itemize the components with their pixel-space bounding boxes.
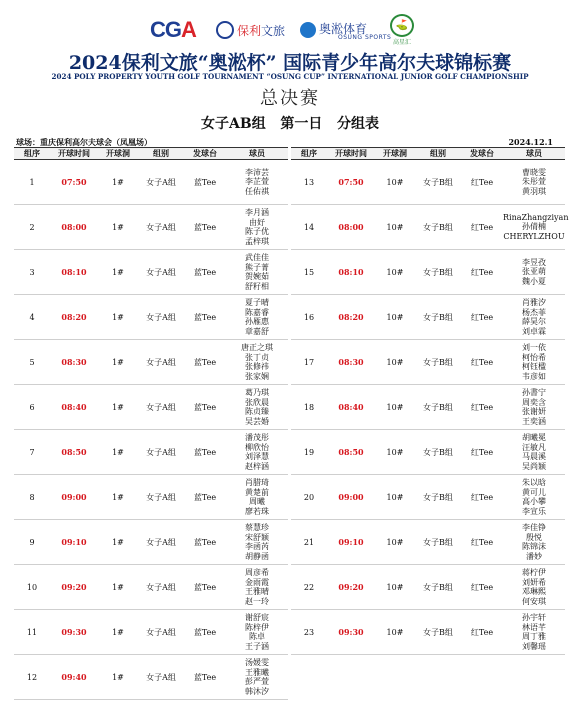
player-list: [226, 430, 288, 475]
division: 女子A组: [138, 430, 184, 475]
group-row: [291, 205, 565, 250]
player-name: 陈嘉睿: [245, 307, 269, 317]
division: 女子B组: [415, 475, 461, 520]
player-name: 谢舒宸: [245, 613, 269, 622]
group-row: [14, 610, 288, 655]
player-name: 刘馨瑶: [522, 641, 546, 651]
start-hole: 1#: [98, 295, 138, 340]
group-number: 12: [14, 655, 50, 700]
player-name: 殷悦: [526, 532, 542, 542]
tee-time: 08:20: [327, 295, 375, 340]
start-hole: 10#: [375, 250, 415, 295]
player-name: 王雅曦: [245, 667, 269, 677]
player-name: 刘一依: [522, 343, 546, 352]
player-name: 李昱孜: [522, 257, 546, 267]
tee-box: 蓝Tee: [184, 610, 226, 655]
tee-box: 蓝Tee: [184, 160, 226, 205]
player-name: 李函芮: [245, 542, 269, 551]
osung-logo-wrap: [319, 20, 391, 41]
division: 女子B组: [415, 430, 461, 475]
group-row: [14, 340, 288, 385]
cga-logo-text: CG: [150, 17, 181, 42]
player-name: 孙宇轩: [522, 613, 546, 622]
player-list: [503, 295, 565, 340]
group-row: [14, 295, 288, 340]
group-number: 4: [14, 295, 50, 340]
group-number: 13: [291, 160, 327, 205]
group-number: 19: [291, 430, 327, 475]
group-row: [291, 475, 565, 520]
division: 女子A组: [138, 610, 184, 655]
player-name: 杨杰菲: [522, 307, 546, 317]
player-name: 陈贞臻: [245, 407, 269, 416]
tee-time: 09:20: [327, 565, 375, 610]
player-name: 曹晓雯: [522, 167, 546, 177]
tee-time: 09:00: [327, 475, 375, 520]
player-list: [226, 610, 288, 655]
group-number: 7: [14, 430, 50, 475]
group-row: [291, 250, 565, 295]
tee-time: 08:30: [50, 340, 98, 385]
tee-time: 08:00: [327, 205, 375, 250]
player-list: [503, 250, 565, 295]
tee-time: 08:40: [327, 385, 375, 430]
start-hole: 10#: [375, 385, 415, 430]
player-name: 贺婉茹: [245, 272, 269, 281]
player-list: [503, 565, 565, 610]
player-name: 吴芸婚: [245, 416, 269, 426]
header-players: 球员: [226, 148, 288, 160]
player-name: 葛乃琪: [245, 388, 269, 397]
poly-logo-text: 保利: [237, 23, 262, 38]
start-hole: 1#: [98, 520, 138, 565]
group-row: [14, 160, 288, 205]
division: 女子A组: [138, 340, 184, 385]
start-hole: 10#: [375, 295, 415, 340]
tee-box: 蓝Tee: [184, 655, 226, 700]
division: 女子B组: [415, 295, 461, 340]
tee-time: 09:10: [50, 520, 98, 565]
player-list: [226, 520, 288, 565]
player-list: [503, 610, 565, 655]
start-hole: 1#: [98, 610, 138, 655]
start-hole: 1#: [98, 655, 138, 700]
tee-time: 08:40: [50, 385, 98, 430]
venue-label: 球场：重庆保利高尔夫球会（凤凰场）: [16, 137, 152, 147]
player-name: 魏小夏: [522, 276, 546, 286]
group-number: 11: [14, 610, 50, 655]
start-hole: 10#: [375, 160, 415, 205]
player-name: 熊子菁: [245, 262, 269, 272]
division: 女子A组: [138, 250, 184, 295]
start-hole: 10#: [375, 565, 415, 610]
division: 女子B组: [415, 160, 461, 205]
player-name: 韩沐汐: [245, 686, 269, 696]
header-tee: 发球台: [184, 148, 226, 160]
player-name: 胡曦冕: [522, 433, 546, 442]
player-name: 黄楚前: [245, 487, 269, 497]
player-name: 朱彤萱: [522, 177, 546, 187]
tee-time: 07:50: [327, 160, 375, 205]
player-name: 黄羽琪: [522, 186, 546, 196]
group-number: 21: [291, 520, 327, 565]
division: 女子B组: [415, 520, 461, 565]
player-list: [226, 385, 288, 430]
golfer-icon: ⛳: [390, 14, 414, 37]
group-number: 3: [14, 250, 50, 295]
tee-box: 蓝Tee: [184, 205, 226, 250]
group-row: [14, 520, 288, 565]
table-header-row: [291, 148, 565, 160]
player-name: 刘妍希: [522, 577, 546, 587]
group-number: 14: [291, 205, 327, 250]
player-name: 吴尚颖: [522, 461, 546, 471]
header-time: 开球时间: [327, 148, 375, 160]
player-list: [503, 340, 565, 385]
tee-box: 红Tee: [461, 610, 503, 655]
division: 女子A组: [138, 160, 184, 205]
tee-box: 红Tee: [461, 385, 503, 430]
group-row: [291, 565, 565, 610]
player-name: 柯怡希: [522, 352, 546, 362]
player-name: 张亚萌: [522, 267, 546, 277]
player-name: 潘茂彤: [245, 433, 269, 442]
group-row: [14, 655, 288, 700]
player-name: 孙倩楠: [522, 222, 546, 232]
tee-time: 08:50: [50, 430, 98, 475]
player-name: 唐正之琪: [241, 343, 273, 352]
tee-time: 09:10: [327, 520, 375, 565]
tee-time: 08:20: [50, 295, 98, 340]
golfhui-logo-text: 高星汇: [392, 39, 411, 46]
player-name: 武佳佳: [245, 253, 269, 262]
tee-time: 08:10: [50, 250, 98, 295]
player-name: 金雨霞: [245, 577, 269, 587]
division: 女子A组: [138, 205, 184, 250]
start-hole: 1#: [98, 250, 138, 295]
header-time: 开球时间: [50, 148, 98, 160]
tee-box: 红Tee: [461, 295, 503, 340]
tee-time: 09:30: [327, 610, 375, 655]
player-name: 王雅晴: [245, 587, 269, 596]
player-name: 汪敏凡: [522, 442, 546, 452]
player-name: 张谢妍: [522, 407, 546, 416]
player-name: 陈子优: [245, 227, 269, 236]
start-hole: 10#: [375, 340, 415, 385]
player-list: [226, 295, 288, 340]
player-name: 夏子晴: [245, 298, 269, 307]
player-name: 孟梓琪: [245, 236, 269, 246]
poly-mark-icon: [216, 21, 234, 39]
group-number: 1: [14, 160, 50, 205]
final-label: 总决赛: [260, 88, 320, 109]
table-header-row: [14, 148, 288, 160]
player-name: 宋舒颖: [245, 532, 269, 542]
player-name: 张欣晨: [245, 397, 269, 407]
group-row: [291, 385, 565, 430]
tournament-title: 2024保利文旅“奥淞杯” 国际青少年高尔夫球锦标赛: [68, 52, 512, 74]
group-number: 15: [291, 250, 327, 295]
player-name: 胡静函: [245, 551, 269, 561]
tee-box: 红Tee: [461, 520, 503, 565]
player-name: 肖腊琦: [245, 478, 269, 487]
player-name: 任佑祺: [245, 186, 269, 196]
player-list: [226, 655, 288, 700]
group-row: [291, 430, 565, 475]
player-name: 薛昊尔: [522, 317, 546, 326]
date-label: 2024.12.1: [508, 137, 553, 147]
header-group: 组序: [14, 148, 50, 160]
player-name: 刘泽慧: [245, 452, 269, 461]
player-name: 柯钰楹: [522, 362, 546, 371]
player-name: 张修祎: [245, 362, 269, 371]
player-name: 何安琪: [522, 596, 546, 606]
tee-box: 红Tee: [461, 565, 503, 610]
player-name: 陈锦沫: [522, 542, 546, 551]
header-tee: 发球台: [461, 148, 503, 160]
tee-box: 红Tee: [461, 430, 503, 475]
header-division: 组别: [415, 148, 461, 160]
player-name: 由好: [249, 217, 265, 227]
player-list: [226, 475, 288, 520]
group-number: 18: [291, 385, 327, 430]
start-hole: 1#: [98, 385, 138, 430]
tournament-title-en: 2024 POLY PROPERTY YOUTH GOLF TOURNAMENT “OSUNG CUP” INTERNATIONAL JUNIOR GOLF CHAMPIONSHIP: [51, 72, 529, 81]
header-players: 球员: [503, 148, 565, 160]
tee-box: 蓝Tee: [184, 295, 226, 340]
tee-box: 蓝Tee: [184, 250, 226, 295]
player-list: [503, 385, 565, 430]
player-name: 高小攀: [522, 497, 546, 506]
player-name: 邓琳熙: [522, 587, 546, 596]
group-number: 16: [291, 295, 327, 340]
player-name: RinaZhangziyan: [503, 212, 569, 222]
group-number: 17: [291, 340, 327, 385]
group-number: 6: [14, 385, 50, 430]
division: 女子B组: [415, 610, 461, 655]
player-name: 周丁雅: [522, 632, 546, 641]
player-name: 孙雁惠: [245, 317, 269, 326]
start-hole: 10#: [375, 520, 415, 565]
player-list: [503, 205, 569, 250]
group-row: [14, 385, 288, 430]
player-name: 肖雅汐: [522, 298, 546, 307]
group-row: [291, 610, 565, 655]
osung-ball-icon: [300, 22, 316, 38]
group-number: 20: [291, 475, 327, 520]
division: 女子A组: [138, 520, 184, 565]
player-name: 蒋柠伊: [522, 568, 546, 577]
player-name: 李宣乐: [522, 506, 546, 516]
player-list: [503, 520, 565, 565]
player-name: 周彦希: [245, 568, 269, 577]
group-row: [14, 250, 288, 295]
osung-logo-text: 奥淞体育: [319, 21, 368, 36]
golfhui-logo: [390, 14, 414, 46]
player-list: [226, 250, 288, 295]
start-hole: 1#: [98, 565, 138, 610]
cga-logo: [150, 14, 196, 46]
division: 女子B组: [415, 340, 461, 385]
start-hole: 10#: [375, 430, 415, 475]
player-name: 章嘉舒: [245, 326, 269, 336]
player-name: 王奕涵: [522, 416, 546, 426]
player-list: [503, 430, 565, 475]
tee-time: 09:30: [50, 610, 98, 655]
header-group: 组序: [291, 148, 327, 160]
group-row: [14, 565, 288, 610]
division: 女子B组: [415, 385, 461, 430]
player-name: 李沛芸: [245, 167, 269, 177]
group-number: 9: [14, 520, 50, 565]
tee-box: 蓝Tee: [184, 520, 226, 565]
start-hole: 10#: [375, 205, 415, 250]
player-name: 李月涵: [245, 208, 269, 217]
player-name: 韦彦如: [522, 371, 546, 381]
player-name: 蔡慧珍: [245, 523, 269, 532]
osung-logo-sub: OSUNG SPORTS: [338, 33, 392, 41]
start-hole: 1#: [98, 160, 138, 205]
osung-logo: [300, 14, 391, 46]
tee-time: 08:00: [50, 205, 98, 250]
group-number: 8: [14, 475, 50, 520]
tee-time: 09:20: [50, 565, 98, 610]
player-name: 王子涵: [245, 641, 269, 651]
player-name: 黄可儿: [522, 487, 546, 497]
player-name: 汤媛雯: [245, 658, 269, 667]
player-name: 张丁贞: [245, 352, 269, 362]
player-name: 廖若珠: [245, 506, 269, 516]
group-row: [291, 160, 565, 205]
tee-box: 红Tee: [461, 205, 503, 250]
player-name: 孙書宁: [522, 388, 546, 397]
tee-time: 09:40: [50, 655, 98, 700]
group-number: 2: [14, 205, 50, 250]
header-hole: 开球洞: [375, 148, 415, 160]
player-name: 刘卓霖: [522, 326, 546, 336]
player-name: 李佳铮: [522, 523, 546, 532]
player-list: [226, 340, 288, 385]
player-list: [503, 475, 565, 520]
tee-box: 蓝Tee: [184, 475, 226, 520]
division: 女子A组: [138, 385, 184, 430]
player-name: 朱以晗: [522, 478, 546, 487]
tee-box: 红Tee: [461, 475, 503, 520]
start-hole: 1#: [98, 205, 138, 250]
group-number: 23: [291, 610, 327, 655]
tee-box: 蓝Tee: [184, 565, 226, 610]
player-name: 李芷萱: [245, 177, 269, 187]
tee-box: 红Tee: [461, 250, 503, 295]
tee-time: 08:50: [327, 430, 375, 475]
start-hole: 10#: [375, 475, 415, 520]
tee-box: 蓝Tee: [184, 430, 226, 475]
header-hole: 开球洞: [98, 148, 138, 160]
player-name: 舒籽相: [245, 281, 269, 291]
tee-time: 08:30: [327, 340, 375, 385]
tee-box: 蓝Tee: [184, 385, 226, 430]
tee-box: 红Tee: [461, 160, 503, 205]
division: 女子B组: [415, 565, 461, 610]
player-name: 陈梓伊: [245, 622, 269, 632]
player-list: [226, 160, 288, 205]
player-name: 潘妙: [526, 551, 542, 561]
division: 女子B组: [415, 205, 461, 250]
division: 女子B组: [415, 250, 461, 295]
group-row: [14, 475, 288, 520]
left-pairings-table: [14, 147, 288, 700]
player-name: 林语芊: [522, 622, 546, 632]
division: 女子A组: [138, 475, 184, 520]
tee-box: 蓝Tee: [184, 340, 226, 385]
player-list: [226, 205, 288, 250]
start-hole: 1#: [98, 340, 138, 385]
start-hole: 1#: [98, 430, 138, 475]
player-name: 周奕含: [522, 397, 546, 407]
player-name: 柳欣怡: [245, 442, 269, 452]
player-list: [503, 160, 565, 205]
group-row: [291, 295, 565, 340]
player-name: 赵一玲: [245, 596, 269, 606]
group-number: 10: [14, 565, 50, 610]
group-row: [291, 520, 565, 565]
player-name: 张家娴: [245, 371, 269, 381]
player-list: [226, 565, 288, 610]
header-division: 组别: [138, 148, 184, 160]
tee-time: 07:50: [50, 160, 98, 205]
player-name: 陈卓: [249, 632, 265, 641]
group-row: [291, 340, 565, 385]
player-name: 赵梓涵: [245, 461, 269, 471]
group-number: 5: [14, 340, 50, 385]
cga-logo-accent: A: [181, 17, 196, 42]
tee-box: 红Tee: [461, 340, 503, 385]
division: 女子A组: [138, 295, 184, 340]
tee-time: 08:10: [327, 250, 375, 295]
right-pairings-table: [291, 147, 569, 655]
division: 女子A组: [138, 655, 184, 700]
group-row: [14, 430, 288, 475]
start-hole: 1#: [98, 475, 138, 520]
group-row: [14, 205, 288, 250]
group-number: 22: [291, 565, 327, 610]
schedule-subtitle: 女子AB组 第一日 分组表: [201, 116, 379, 132]
player-name: 彭严萱: [245, 677, 269, 686]
sponsor-logos: [0, 14, 580, 46]
player-name: 马晨溪: [522, 452, 546, 461]
player-name: CHERYLZHOU: [503, 231, 565, 241]
poly-logo-suffix: 文旅: [261, 23, 286, 38]
division: 女子A组: [138, 565, 184, 610]
tee-time: 09:00: [50, 475, 98, 520]
start-hole: 10#: [375, 610, 415, 655]
poly-logo: [216, 14, 285, 46]
player-name: 周曦: [249, 497, 265, 506]
